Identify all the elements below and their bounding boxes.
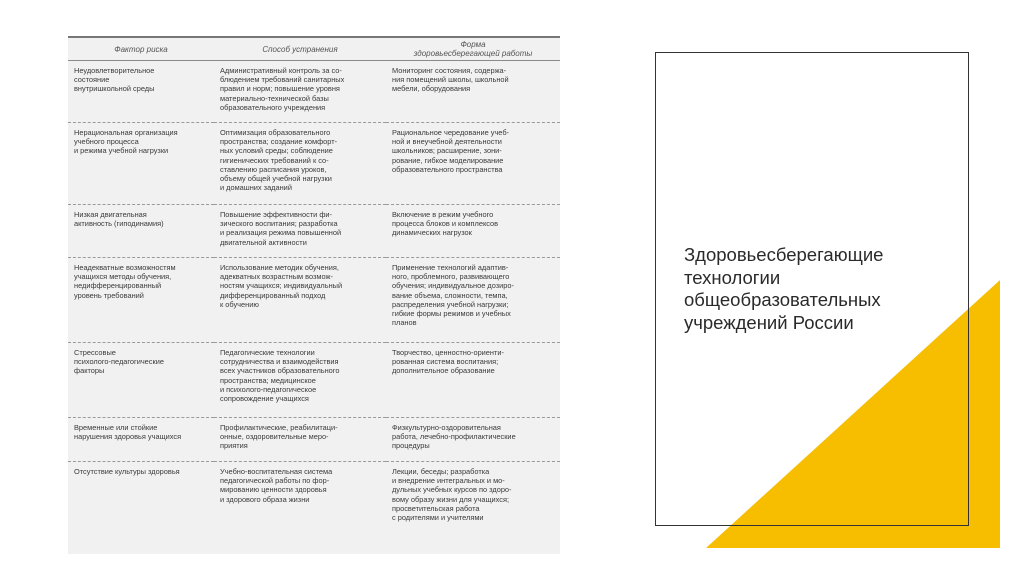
cell-risk-factor: Низкая двигательная активность (гиподинамия) [68,205,214,258]
slide-title: Здоровьесберегающие технологии общеобразовательных учреждений России [684,244,884,333]
table-row [68,205,560,258]
table-row [68,123,560,205]
cell-health-work-form: Лекции, беседы; разработка и внедрение интегральных и мо- дульных учебных курсов по здоро- вому образу жизни для учащихся; просветительская работа с родителями и учителями [392,467,512,523]
cell-risk-factor: Стрессовые психолого-педагогические факторы [68,343,214,418]
header-health-work-form: Форма здоровьесберегающей работы [386,37,560,61]
header-risk-factor: Фактор риска [68,37,214,61]
cell-elimination-method: Педагогические технологии сотрудничества и взаимодействия всех участников образовательного пространства; медицинское и психолого-педагогическое сопровождение учащихся [214,343,386,418]
cell-risk-factor: Отсутствие культуры здоровья [74,467,180,476]
header-elimination-method: Способ устранения [214,37,386,61]
table-row [68,343,560,418]
cell-health-work-form: Рациональное чередование учеб- ной и внеучебной деятельности школьников; расширение, зони- рование, гибкое моделирование образовательного пространства [386,123,560,205]
cell-elimination-method: Административный контроль за со- блюдением требований санитарных правил и норм; повышение уровня материально-технической базы образовательного учреждения [214,61,386,123]
risk-factors-table-image [68,36,560,554]
cell-risk-factor: Неудовлетворительное состояние внутришкольной среды [68,61,214,123]
cell-risk-factor: Нерациональная организация учебного процесса и режима учебной нагрузки [68,123,214,205]
cell-health-work-form: Мониторинг состояния, содержа- ния помещений школы, школьной мебели, оборудования [386,61,560,123]
risk-factors-table [68,36,560,532]
cell-elimination-method: Использование методик обучения, адекватных возрастным возмож- ностям учащихся; индивидуальный дифференцированный подход к обучению [214,258,386,343]
cell-health-work-form: Применение технологий адаптив- ного, проблемного, развивающего обучения; индивидуальное дозиро- вание объема, сложности, темпа, распределения учебной нагрузки; гибкие формы режимов и учебных планов [386,258,560,343]
cell-elimination-method: Повышение эффективности фи- зического воспитания; разработка и реализация режима повышенной двигательной активности [214,205,386,258]
table-row [68,258,560,343]
table-row [68,418,560,462]
cell-risk-factor: Неадекватные возможностям учащихся методы обучения, недифференцированный уровень требований [68,258,214,343]
cell-elimination-method: Оптимизация образовательного пространства; создание комфорт- ных условий среды; соблюдение гигиенических требований к со- ставлению расписания уроков, объему общей учебной нагрузки и домашних заданий [214,123,386,205]
table-row [68,462,560,532]
cell-elimination-method: Профилактические, реабилитаци- онные, оздоровительные меро- приятия [214,418,386,462]
cell-health-work-form: Физкультурно-оздоровительная работа, лечебно-профилактические процедуры [386,418,560,462]
cell-elimination-method: Учебно-воспитательная система педагогической работы по фор- мированию ценности здоровья и здорового образа жизни [220,467,333,504]
table-header-row [68,37,560,61]
cell-risk-factor: Временные или стойкие нарушения здоровья учащихся [68,418,214,462]
cell-health-work-form: Включение в режим учебного процесса блоков и комплексов динамических нагрузок [386,205,560,258]
cell-health-work-form: Творчество, ценностно-ориенти- рованная система воспитания; дополнительное образование [386,343,560,418]
table-row [68,61,560,123]
